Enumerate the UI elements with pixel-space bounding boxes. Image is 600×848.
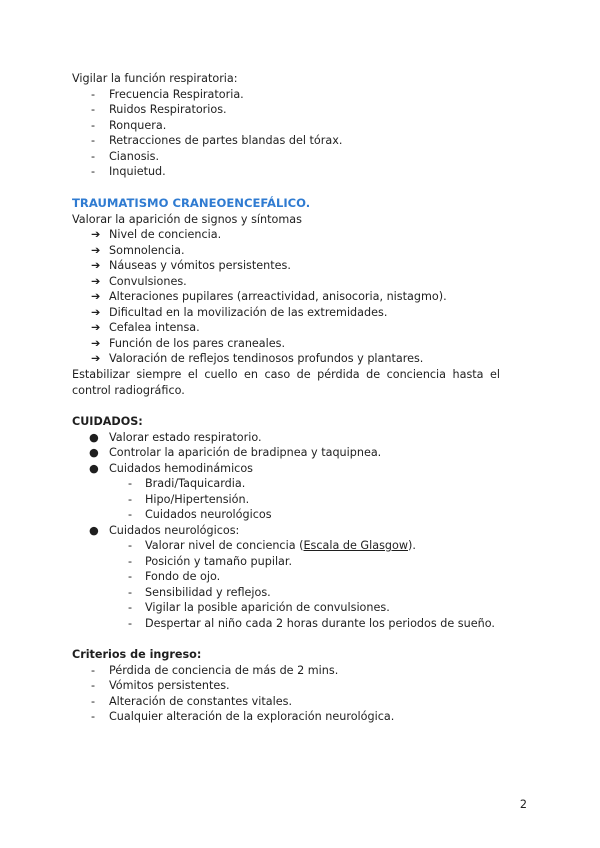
arrow-icon: ➔	[91, 259, 101, 272]
glasgow-scale-link[interactable]: Escala de Glasgow	[303, 539, 408, 552]
criterios-heading: Criterios de ingreso:	[72, 648, 202, 661]
arrow-icon: ➔	[91, 337, 101, 350]
dash-marker: -	[128, 601, 133, 614]
arrow-icon: ➔	[91, 275, 101, 288]
arrow-icon: ➔	[91, 352, 101, 365]
dash-marker: -	[128, 493, 133, 506]
bullet-icon: ●	[89, 446, 99, 459]
dash-marker: -	[91, 119, 96, 132]
dash-marker: -	[91, 695, 96, 708]
respiratory-heading: Vigilar la función respiratoria:	[72, 72, 238, 85]
dash-marker: -	[128, 555, 133, 568]
dash-marker: -	[91, 165, 96, 178]
arrow-icon: ➔	[91, 290, 101, 303]
arrow-icon: ➔	[91, 306, 101, 319]
dash-marker: -	[128, 617, 133, 630]
bullet-icon: ●	[89, 462, 99, 475]
dash-marker: -	[128, 586, 133, 599]
dash-marker: -	[91, 88, 96, 101]
dash-marker: -	[91, 150, 96, 163]
dash-marker: -	[128, 570, 133, 583]
tce-title: TRAUMATISMO CRANEOENCEFÁLICO.	[72, 196, 311, 210]
dash-marker: -	[128, 477, 133, 490]
cuidados-heading: CUIDADOS:	[72, 415, 143, 428]
stabilize-note: Estabilizar siempre el cuello en caso de pérdida de conciencia hasta el control radiográfico.	[72, 368, 500, 397]
arrow-icon: ➔	[91, 244, 101, 257]
page-number: 2	[519, 798, 527, 811]
bullet-icon: ●	[89, 431, 99, 444]
dash-marker: -	[128, 539, 133, 552]
dash-marker: -	[91, 134, 96, 147]
tce-intro: Valorar la aparición de signos y síntomas	[72, 213, 302, 226]
arrow-icon: ➔	[91, 321, 101, 334]
bullet-icon: ●	[89, 524, 99, 537]
dash-marker: -	[128, 508, 133, 521]
arrow-icon: ➔	[91, 228, 101, 241]
dash-marker: -	[91, 664, 96, 677]
dash-marker: -	[91, 710, 96, 723]
document-page: Vigilar la función respiratoria: - Frecuencia Respiratoria. - Ruidos Respiratorios. - Ronquera. - Retracciones de partes blandas del tórax. - Cianosis. - Inquietud. TRAUMATISMO CRANEOENCEFÁLICO. Valorar la aparición de signos y síntomas ➔ Nivel de conciencia. ➔ Somnolencia. ➔ Náuseas y vómitos persistentes. ➔ Convulsiones. ➔ Alteraciones pupilares (arreactividad, anisocoria, nistagmo). ➔ Dificultad en la movilización de las extremidades. ➔ Cefalea intensa. ➔ Función de los pares craneales. ➔ Valoración de reflejos tendinosos profundos y plantares. Estabilizar siempre el cuello en caso de pérdida de conciencia hasta el control radiográfico. CUIDADOS: ● Valorar estado respiratorio. ● Controlar la aparición de bradipnea y taquipnea. ● Cuidados hemodinámicos - Bradi/Taquicardia. - Hipo/Hipertensión. - Cuidados neurológicos ● Cuidados neurológicos: - Valorar nivel de conciencia (Escala de Glasgow). - Posición y tamaño pupilar. - Fondo de ojo. - Sensibilidad y reflejos. - Vigilar la posible aparición de convulsiones. - Despertar al niño cada 2 horas durante los periodos de sueño. Criterios de ingreso: - Pérdida de conciencia de más de 2 mins. - Vómitos persistentes. - Alteración de constantes vitales. - Cualquier alteración de la exploración neurológica. 2	[72, 72, 527, 811]
dash-marker: -	[91, 103, 96, 116]
dash-marker: -	[91, 679, 96, 692]
